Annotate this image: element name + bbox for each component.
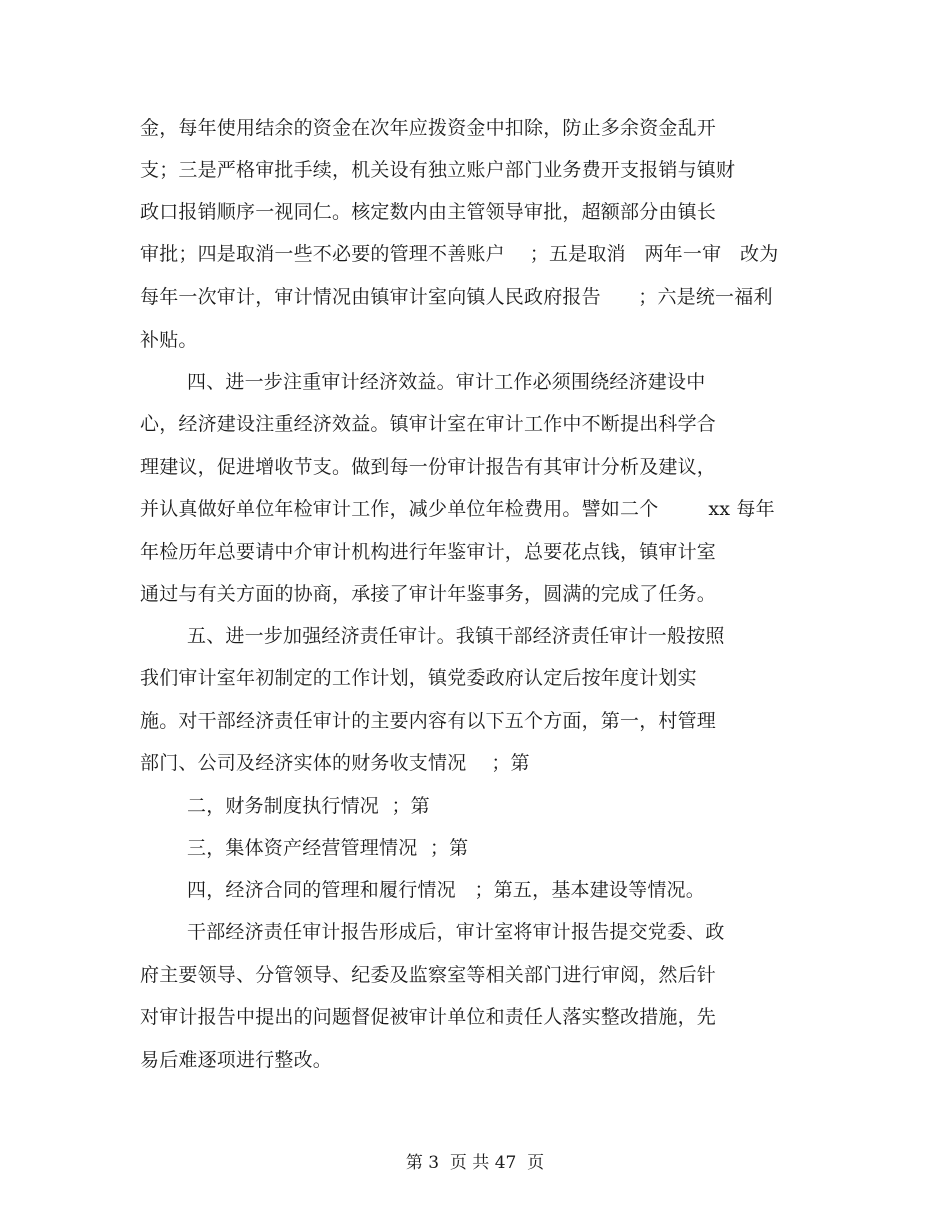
paragraph-heading-line: 四、进一步注重审计经济效益。审计工作必须围绕经济建设中 — [187, 371, 706, 393]
body-text-line: 并认真做好单位年检审计工作，减少单位年检费用。譬如二个 xx 每年 — [140, 498, 775, 520]
body-text-line: 理建议，促进增收节支。做到每一份审计报告有其审计分析及建议， — [140, 456, 717, 478]
body-text-line: 年检历年总要请中介审计机构进行年鉴审计，总要花点钱，镇审计室 — [140, 541, 717, 563]
body-text-line: 对审计报告中提出的问题督促被审计单位和责任人落实整改措施，先 — [140, 1006, 717, 1028]
body-text-line: 审批；四是取消一些不必要的管理不善账户 ；五是取消 两年一审 改为 — [140, 243, 779, 265]
paragraph-heading-line: 五、进一步加强经济责任审计。我镇干部经济责任审计一般按照 — [187, 625, 725, 647]
body-text-line: 易后难逐项进行整改。 — [140, 1049, 333, 1071]
page-number-footer: 第 3 页 共 47 页 — [405, 1153, 545, 1173]
body-text-line: 政口报销顺序一视同仁。核定数内由主管领导审批，超额部分由镇长 — [140, 201, 717, 223]
list-item-line: 二，财务制度执行情况 ；第 — [187, 795, 430, 817]
body-text-line: 府主要领导、分管领导、纪委及监察室等相关部门进行审阅，然后针 — [140, 964, 717, 986]
body-text-line: 补贴。 — [140, 329, 198, 351]
body-text-line: 我们审计室年初制定的工作计划，镇党委政府认定后按年度计划实 — [140, 667, 697, 689]
body-text-line: 每年一次审计，审计情况由镇审计室向镇人民政府报告 ；六是统一福利 — [140, 286, 773, 308]
body-text-line: 通过与有关方面的协商，承接了审计年鉴事务，圆满的完成了任务。 — [140, 583, 717, 605]
paragraph-first-line: 干部经济责任审计报告形成后，审计室将审计报告提交党委、政 — [187, 921, 725, 943]
body-text-line: 金，每年使用结余的资金在次年应拨资金中扣除，防止多余资金乱开 — [140, 117, 717, 139]
list-item-line: 三，集体资产经营管理情况 ；第 — [187, 837, 469, 859]
body-text-line: 支；三是严格审批手续，机关设有独立账户部门业务费开支报销与镇财 — [140, 159, 736, 181]
body-text-line: 部门、公司及经济实体的财务收支情况 ；第 — [140, 752, 530, 774]
body-text-line: 心，经济建设注重经济效益。镇审计室在审计工作中不断提出科学合 — [140, 413, 717, 435]
body-text-line: 施。对干部经济责任审计的主要内容有以下五个方面，第一，村管理 — [140, 710, 717, 732]
list-item-line: 四，经济合同的管理和履行情况 ；第五，基本建设等情况。 — [187, 879, 705, 901]
